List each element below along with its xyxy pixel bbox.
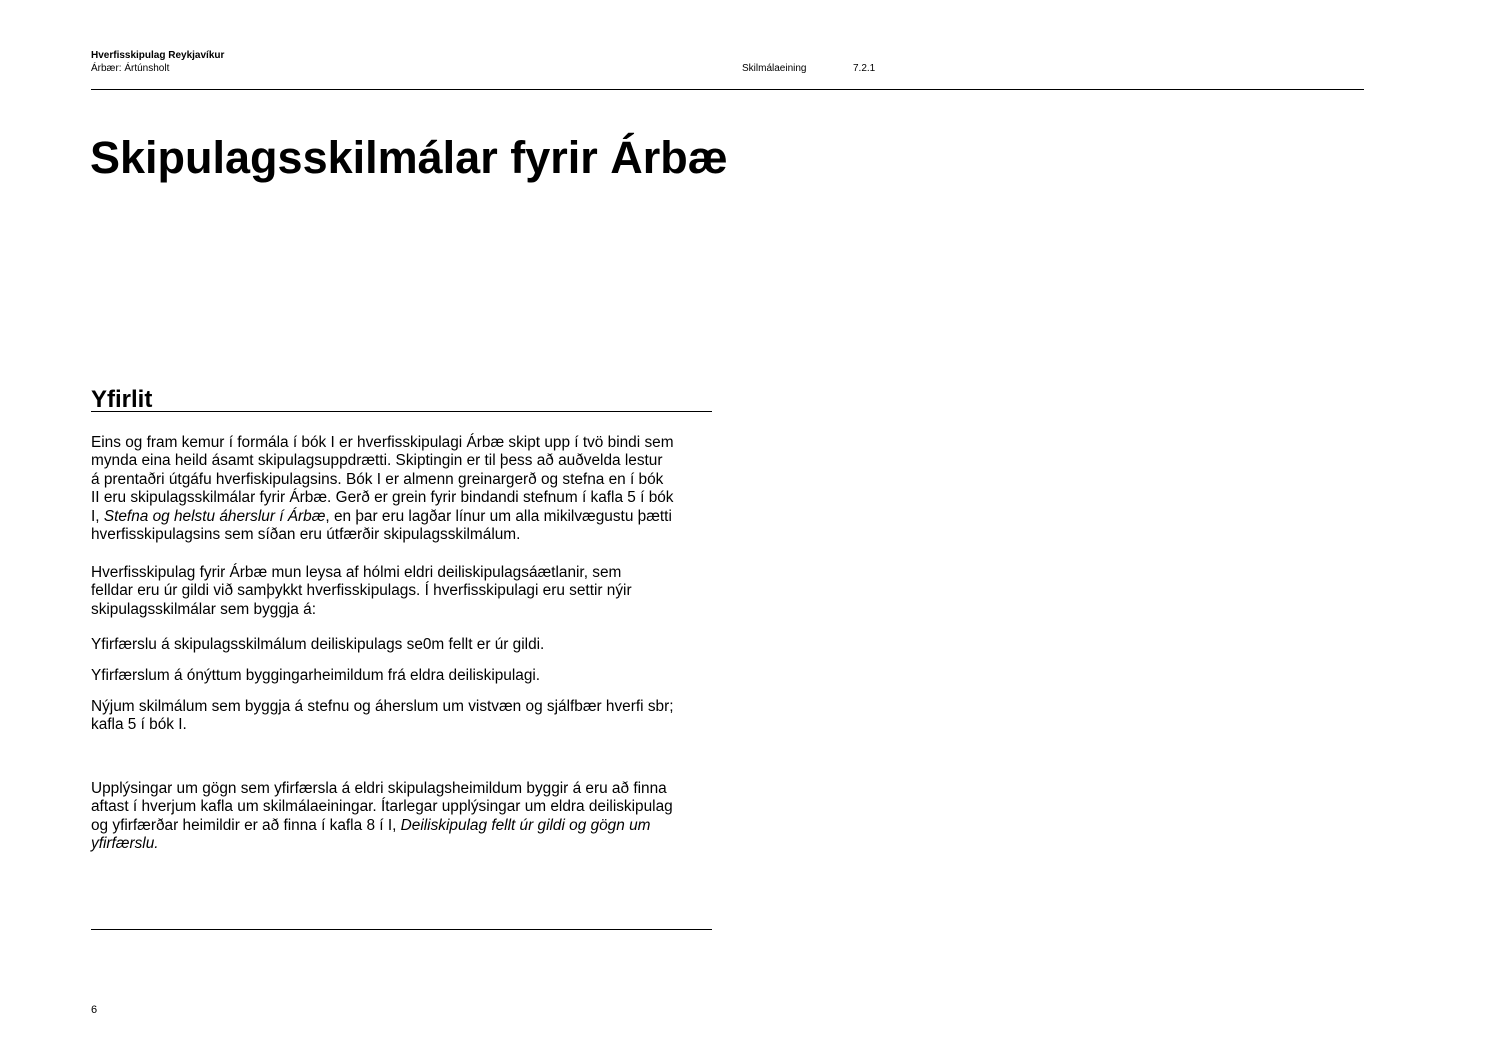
text-line: mynda eina heild ásamt skipulagsuppdrætti. Skiptingin er til þess að auðvelda lestur [91, 452, 663, 470]
text-line: hverfisskipulagsins sem síðan eru útfærðir skipulagsskilmálum. [91, 526, 521, 544]
text-line: aftast í hverjum kafla um skilmálaeiningar. Ítarlegar upplýsingar um eldra deiliskipulag [91, 798, 673, 816]
text-line: skipulagsskilmálar sem byggja á: [91, 600, 316, 618]
header-organization: Hverfisskipulag Reykjavíkur [91, 50, 225, 61]
text-line: Yfirfærslum á ónýttum byggingarheimildum frá eldra deiliskipulagi. [91, 667, 541, 684]
text-fragment: og yfirfærðar heimildir er að finna í kafla 8 í I, [91, 816, 401, 834]
text-line [91, 508, 716, 526]
text-line: Upplýsingar um gögn sem yfirfærsla á eldri skipulagsheimildum byggir á eru að finna [91, 780, 667, 797]
footer-divider [91, 929, 712, 930]
replacement-paragraph [91, 564, 716, 619]
text-line: II eru skipulagsskilmálar fyrir Árbæ. Gerð er grein fyrir bindandi stefnum í kafla 5 í bók [91, 489, 674, 507]
section-heading-underline [91, 411, 712, 412]
italic-reference: Stefna og helstu áherslur í Árbæ [103, 507, 326, 525]
sources-paragraph [91, 780, 716, 854]
italic-reference: Deiliskipulag fellt úr gildi og gögn um [400, 816, 651, 834]
header-unit-label: Skilmálaeining [742, 63, 807, 74]
page-number: 6 [91, 1004, 98, 1016]
header-area-name: Árbær: Ártúnsholt [91, 63, 170, 74]
text-line [91, 835, 716, 853]
text-line: Eins og fram kemur í formála í bók I er hverfisskipulagi Árbæ skipt upp í tvö bindi sem [91, 434, 674, 451]
page-title: Skipulagsskilmálar fyrir Árbæ [90, 132, 728, 183]
header-divider [91, 89, 1364, 90]
text-line: Yfirfærslu á skipulagsskilmálum deiliskipulags se0m fellt er úr gildi. [91, 636, 545, 653]
text-line: felldar eru úr gildi við samþykkt hverfisskipulags. Í hverfisskipulagi eru settir nýir [91, 582, 632, 600]
text-line: Nýjum skilmálum sem byggja á stefnu og áherslum um vistvæn og sjálfbær hverfi sbr; [91, 698, 674, 715]
text-line [91, 817, 716, 835]
list-item [91, 636, 716, 654]
text-line: Hverfisskipulag fyrir Árbæ mun leysa af hólmi eldri deiliskipulagsáætlanir, sem [91, 564, 622, 581]
intro-paragraph [91, 434, 716, 544]
text-line: á prentaðri útgáfu hverfiskipulagsins. Bók I er almenn greinargerð og stefna en í bók [91, 470, 664, 488]
list-item [91, 698, 716, 735]
text-fragment: , en þar eru lagðar línur um alla mikilvægustu þætti [325, 507, 672, 525]
italic-reference: yfirfærslu. [91, 835, 159, 853]
text-fragment: I, [91, 507, 104, 525]
list-item [91, 667, 716, 685]
header-unit-number: 7.2.1 [853, 63, 876, 74]
text-line: kafla 5 í bók I. [91, 716, 187, 734]
section-heading: Yfirlit [91, 386, 153, 413]
